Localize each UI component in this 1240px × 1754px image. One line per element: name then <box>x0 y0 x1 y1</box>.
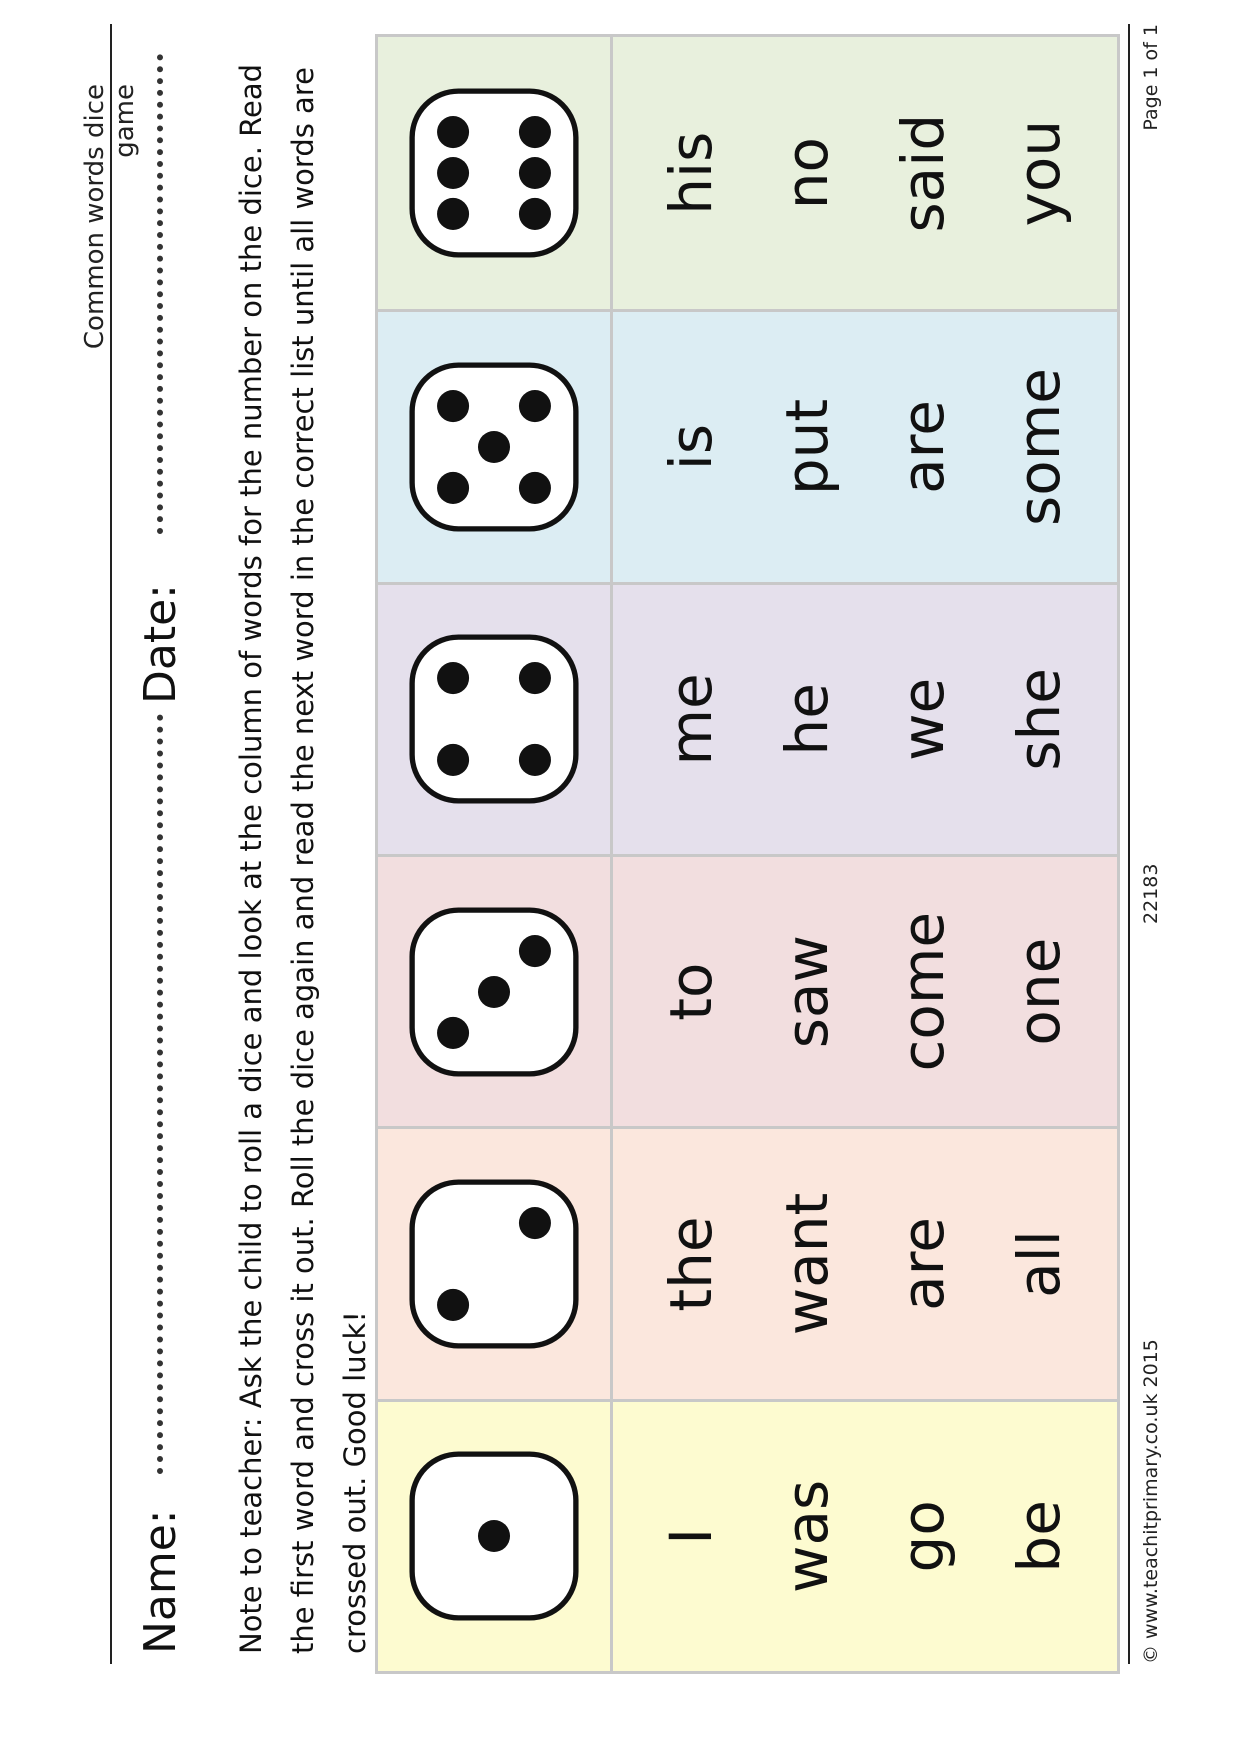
worksheet-title: Common words dice game <box>80 84 140 350</box>
die-six-icon <box>405 84 583 262</box>
word-item[interactable]: was <box>773 1479 841 1593</box>
word-column-6 <box>613 37 1117 309</box>
word-column-2 <box>613 1126 1117 1398</box>
word-item[interactable]: are <box>889 400 957 494</box>
die-five-icon <box>405 358 583 536</box>
word-item[interactable]: some <box>1005 368 1073 526</box>
name-label: Name: <box>135 1509 186 1654</box>
resource-code: 22183 <box>1140 863 1162 924</box>
word-item[interactable]: the <box>657 1216 725 1312</box>
word-item[interactable]: I <box>657 1527 725 1545</box>
word-item[interactable]: we <box>889 677 957 761</box>
word-item[interactable]: want <box>773 1192 841 1336</box>
word-item[interactable]: he <box>773 683 841 756</box>
word-item[interactable]: all <box>1005 1230 1073 1298</box>
name-date-row <box>135 24 195 1664</box>
word-item[interactable]: to <box>657 962 725 1021</box>
word-item[interactable]: his <box>657 131 725 215</box>
word-item[interactable]: go <box>889 1500 957 1573</box>
word-item[interactable]: you <box>1005 119 1073 227</box>
name-field[interactable] <box>157 714 163 1474</box>
footer-divider <box>1128 24 1130 1664</box>
word-item[interactable]: one <box>1005 937 1073 1046</box>
date-label: Date: <box>135 584 186 704</box>
die-header-6 <box>378 37 613 309</box>
header-divider <box>110 24 112 1664</box>
word-item[interactable]: she <box>1005 668 1073 771</box>
die-four-icon <box>405 630 583 808</box>
word-item[interactable]: me <box>657 673 725 766</box>
word-item[interactable]: said <box>889 113 957 233</box>
die-header-1 <box>378 1399 613 1671</box>
word-item[interactable]: no <box>773 137 841 210</box>
word-item[interactable]: saw <box>773 935 841 1049</box>
word-item[interactable]: put <box>773 398 841 496</box>
copyright: © www.teachitprimary.co.uk 2015 <box>1140 1339 1162 1664</box>
word-column-3 <box>613 854 1117 1126</box>
word-column-1 <box>613 1399 1117 1671</box>
die-header-3 <box>378 854 613 1126</box>
word-column-5 <box>613 309 1117 581</box>
word-item[interactable]: is <box>657 423 725 471</box>
word-item[interactable]: are <box>889 1217 957 1311</box>
word-item[interactable]: come <box>889 911 957 1072</box>
die-header-5 <box>378 309 613 581</box>
date-field[interactable] <box>157 54 163 534</box>
word-column-4 <box>613 582 1117 854</box>
die-one-icon <box>405 1447 583 1625</box>
dice-word-table <box>375 34 1120 1674</box>
die-two-icon <box>405 1175 583 1353</box>
page-number: Page 1 of 1 <box>1140 24 1162 131</box>
word-item[interactable]: be <box>1005 1500 1073 1573</box>
die-three-icon <box>405 903 583 1081</box>
die-header-4 <box>378 582 613 854</box>
die-header-2 <box>378 1126 613 1398</box>
teacher-note: Note to teacher: Ask the child to roll a dice and look at the column of words for the number on the dice. Read the first word and cross it out. Roll the dice again and read the next word in the correct list until all words are crossed out. Good luck! <box>234 63 372 1654</box>
